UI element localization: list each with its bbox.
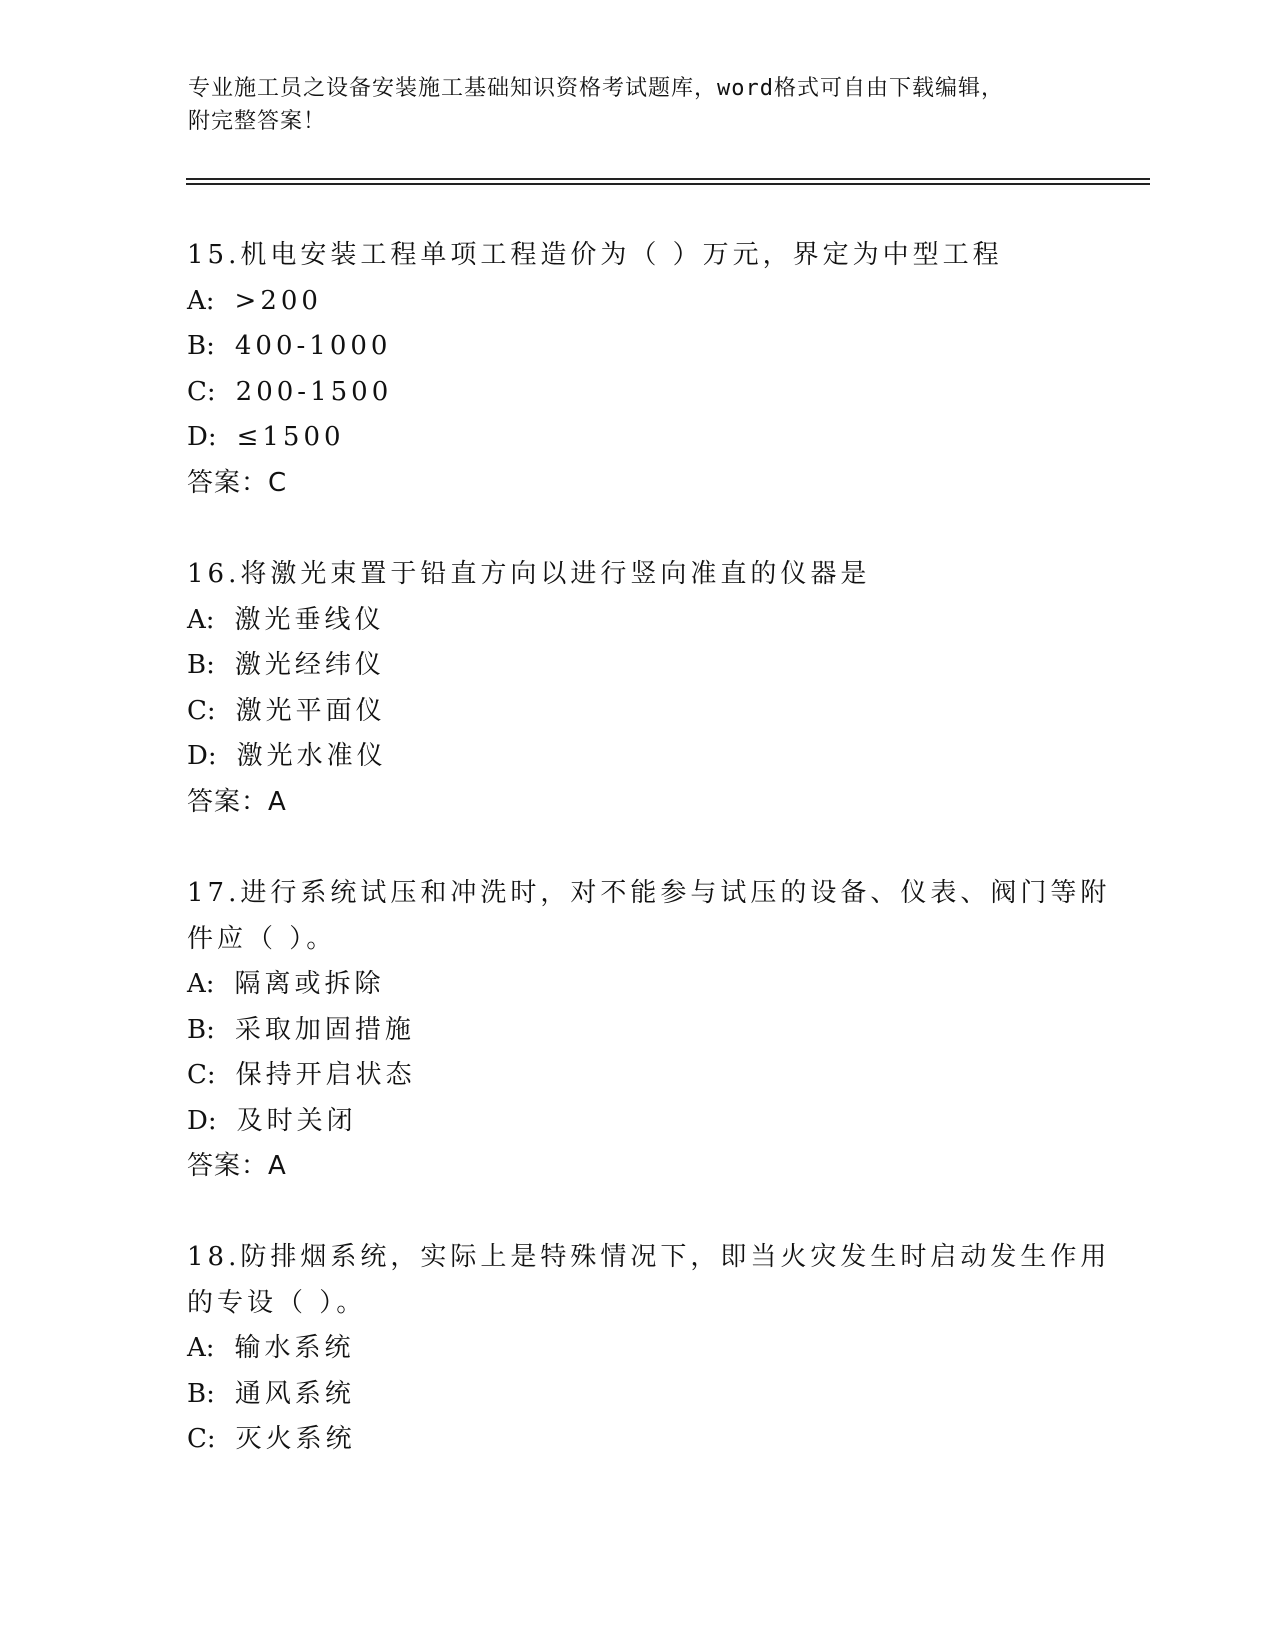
option-text: 通风系统 <box>234 1378 355 1409</box>
option-text: 激光水准仪 <box>236 741 387 771</box>
option-b <box>187 1372 1087 1418</box>
option-d <box>187 734 1087 780</box>
option-letter: A: <box>187 969 215 999</box>
option-a <box>187 1326 1087 1372</box>
option-text: 200-1500 <box>235 376 393 407</box>
question-15 <box>187 233 1087 506</box>
option-text: 输水系统 <box>234 1333 355 1363</box>
option-b <box>187 1008 1087 1054</box>
question-stem: 16.将激光束置于铅直方向以进行竖向准直的仪器是 <box>187 559 871 589</box>
option-letter: A: <box>187 1333 215 1363</box>
option-letter: D: <box>187 422 217 452</box>
option-text: >200 <box>234 285 322 316</box>
option-c <box>187 1053 1087 1099</box>
question-18 <box>187 1235 1111 1463</box>
question-stem: 17.进行系统试压和冲洗时，对不能参与试压的设备、仪表、阀门等附 <box>187 878 1111 908</box>
option-letter: C: <box>187 1424 216 1454</box>
option-letter: A: <box>187 604 215 635</box>
option-letter: A: <box>187 285 215 316</box>
option-text: 保持开启状态 <box>235 1060 416 1090</box>
question-stem: 15.机电安装工程单项工程造价为（ ）万元，界定为中型工程 <box>187 240 1003 270</box>
option-text: 激光平面仪 <box>235 695 386 726</box>
question-stem-continued: 的专设（ ）。 <box>187 1287 367 1318</box>
option-d <box>187 415 1087 461</box>
answer: 答案：A <box>187 1151 287 1181</box>
option-letter: B: <box>187 1378 215 1409</box>
option-text: 激光垂线仪 <box>234 604 385 635</box>
question-16 <box>187 552 1087 825</box>
option-b <box>187 324 1087 370</box>
header-divider-top <box>186 178 1150 180</box>
option-text: 400-1000 <box>234 331 392 361</box>
option-letter: B: <box>187 331 215 361</box>
option-letter: C: <box>187 376 216 407</box>
option-text: 激光经纬仪 <box>234 650 385 680</box>
option-c <box>187 1417 1087 1463</box>
option-letter: D: <box>187 1105 217 1136</box>
option-text: 灭火系统 <box>235 1424 356 1454</box>
option-c <box>187 370 1087 416</box>
document-header <box>188 72 1088 138</box>
option-c <box>187 689 1087 735</box>
option-a <box>187 598 1087 644</box>
header-line-1: 专业施工员之设备安装施工基础知识资格考试题库，word格式可自由下载编辑， <box>188 76 1004 101</box>
header-line-2: 附完整答案！ <box>188 109 327 134</box>
option-text: ≤1500 <box>236 422 345 452</box>
option-letter: D: <box>187 741 217 771</box>
answer: 答案：C <box>187 467 288 498</box>
question-stem-continued: 件应（ ）。 <box>187 923 337 954</box>
option-text: 及时关闭 <box>236 1105 357 1136</box>
question-17 <box>187 871 1111 1190</box>
header-divider-bottom <box>186 183 1150 185</box>
option-letter: C: <box>187 695 216 726</box>
option-letter: B: <box>187 650 215 680</box>
option-b <box>187 643 1087 689</box>
option-text: 采取加固措施 <box>234 1014 415 1045</box>
answer: 答案：A <box>187 786 287 817</box>
option-d <box>187 1099 1087 1145</box>
option-letter: C: <box>187 1060 216 1090</box>
option-letter: B: <box>187 1014 215 1045</box>
question-stem: 18.防排烟系统，实际上是特殊情况下，即当火灾发生时启动发生作用 <box>187 1242 1111 1272</box>
option-text: 隔离或拆除 <box>234 969 385 999</box>
option-a <box>187 962 1087 1008</box>
option-a <box>187 279 1087 325</box>
